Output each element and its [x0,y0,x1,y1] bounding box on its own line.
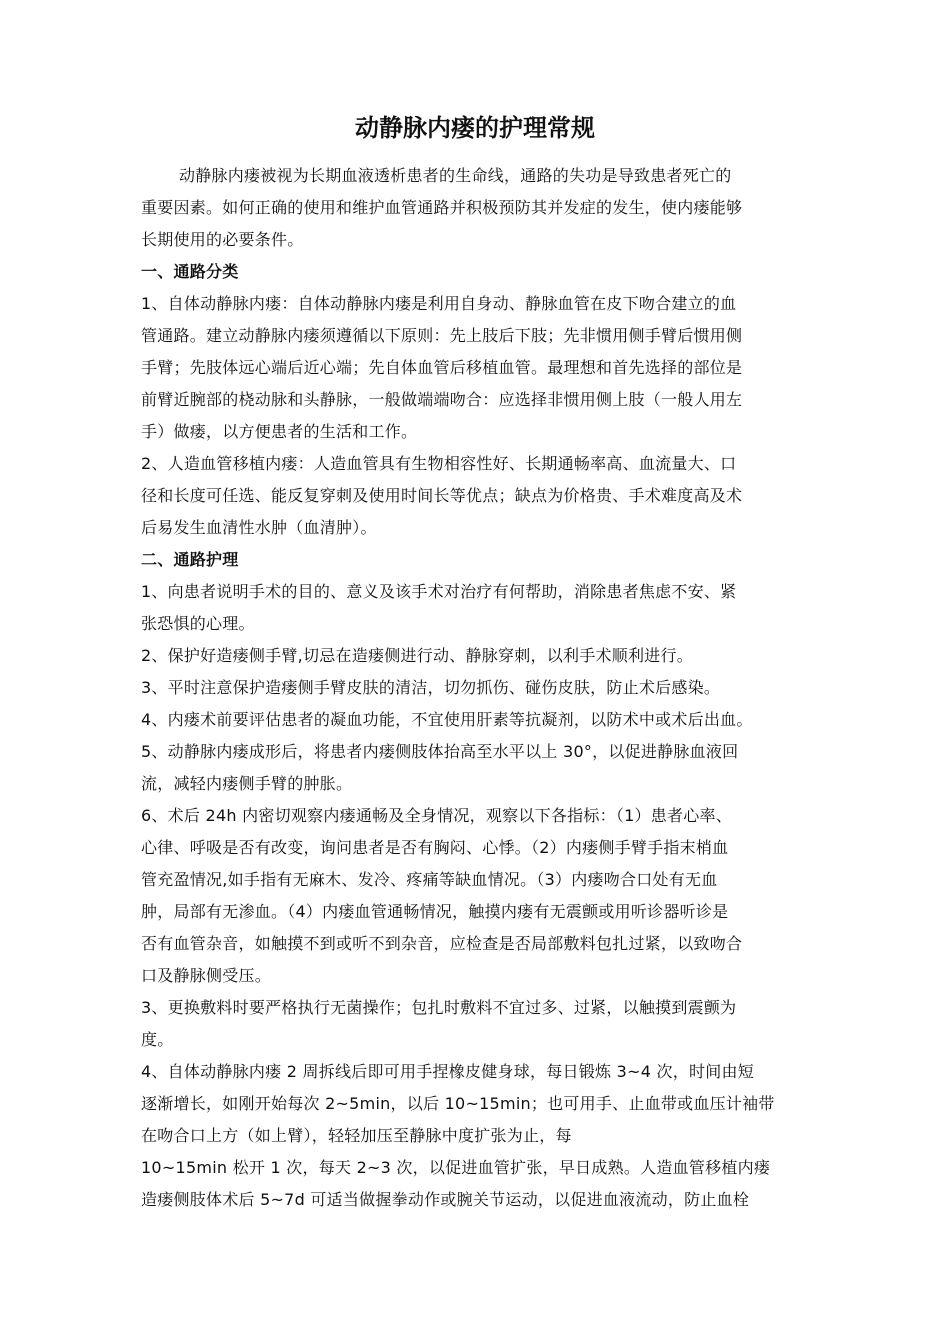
paragraph-line: 6、术后 24h 内密切观察内瘘通畅及全身情况，观察以下各指标：（1）患者心率、 [141,806,733,825]
paragraph-line: 管通路。建立动静脉内瘘须遵循以下原则：先上肢后下肢；先非惯用侧手臂后惯用侧 [141,326,743,345]
paragraph-line: 度。 [141,1030,174,1049]
paragraph-line: 径和长度可任选、能反复穿刺及使用时间长等优点；缺点为价格贵、手术难度高及术 [141,486,743,505]
paragraph-line: 流，减轻内瘘侧手臂的肿胀。 [141,774,353,793]
paragraph-line: 造瘘侧肢体术后 5~7d 可适当做握拳动作或腕关节运动，以促进血液流动，防止血栓 [141,1190,750,1209]
paragraph-line: 4、自体动静脉内瘘 2 周拆线后即可用手捏橡皮健身球，每日锻炼 3~4 次，时间由短 [141,1062,754,1081]
paragraph-line: 5、动静脉内瘘成形后，将患者内瘘侧肢体抬高至水平以上 30°，以促进静脉血液回 [141,742,739,761]
paragraph-line: 动静脉内瘘被视为长期血液透析患者的生命线，通路的失功是导致患者死亡的 [179,166,732,185]
paragraph-line: 3、平时注意保护造瘘侧手臂皮肤的清洁，切勿抓伤、碰伤皮肤，防止术后感染。 [141,678,721,697]
paragraph-line: 心律、呼吸是否有改变，询问患者是否有胸闷、心悸。（2）内瘘侧手臂手指末梢血 [141,838,729,857]
paragraph-line: 后易发生血清性水肿（血清肿）。 [141,518,377,537]
paragraph-line: 4、内瘘术前要评估患者的凝血功能，不宜使用肝素等抗凝剂，以防术中或术后出血。 [141,710,753,729]
paragraph-line: 口及静脉侧受压。 [141,966,272,985]
paragraph-line: 2、保护好造瘘侧手臂,切忌在造瘘侧进行动、静脉穿刺，以利手术顺利进行。 [141,646,694,665]
paragraph-line: 手）做瘘，以方便患者的生活和工作。 [141,422,418,441]
section-heading: 一、通路分类 [141,262,239,281]
paragraph-line: 前臂近腕部的桡动脉和头静脉，一般做端端吻合：应选择非惯用侧上肢（一般人用左 [141,390,743,409]
paragraph-line: 逐渐增长，如刚开始每次 2~5min，以后 10~15min；也可用手、止血带或血压计袖带 [141,1094,775,1113]
paragraph-line: 1、自体动静脉内瘘：自体动静脉内瘘是利用自身动、静脉血管在皮下吻合建立的血 [141,294,737,313]
document-title: 动静脉内瘘的护理常规 [355,114,595,142]
paragraph-line: 肿，局部有无渗血。（4）内瘘血管通畅情况，触摸内瘘有无震颤或用听诊器听诊是 [141,902,729,921]
section-heading: 二、通路护理 [141,550,239,569]
paragraph-line: 10~15min 松开 1 次，每天 2~3 次，以促进血管扩张，早日成熟。人造血管移植内瘘 [141,1158,771,1177]
paragraph-line: 长期使用的必要条件。 [141,230,304,249]
paragraph-line: 1、向患者说明手术的目的、意义及该手术对治疗有何帮助，消除患者焦虑不安、紧 [141,582,737,601]
paragraph-line: 管充盈情况,如手指有无麻木、发冷、疼痛等缺血情况。（3）内瘘吻合口处有无血 [141,870,718,889]
paragraph-line: 在吻合口上方（如上臂），轻轻加压至静脉中度扩张为止，每 [141,1126,572,1145]
paragraph-line: 手臂；先肢体远心端后近心端；先自体血管后移植血管。最理想和首先选择的部位是 [141,358,743,377]
document-body [141,160,811,1216]
paragraph-line: 否有血管杂音，如触摸不到或听不到杂音，应检查是否局部敷料包扎过紧，以致吻合 [141,934,743,953]
paragraph-line: 3、更换敷料时要严格执行无菌操作；包扎时敷料不宜过多、过紧，以触摸到震颤为 [141,998,737,1017]
paragraph-line: 重要因素。如何正确的使用和维护血管通路并积极预防其并发症的发生，使内瘘能够 [141,198,743,217]
paragraph-line: 张恐惧的心理。 [141,614,255,633]
paragraph-line: 2、人造血管移植内瘘：人造血管具有生物相容性好、长期通畅率高、血流量大、口 [141,454,737,473]
